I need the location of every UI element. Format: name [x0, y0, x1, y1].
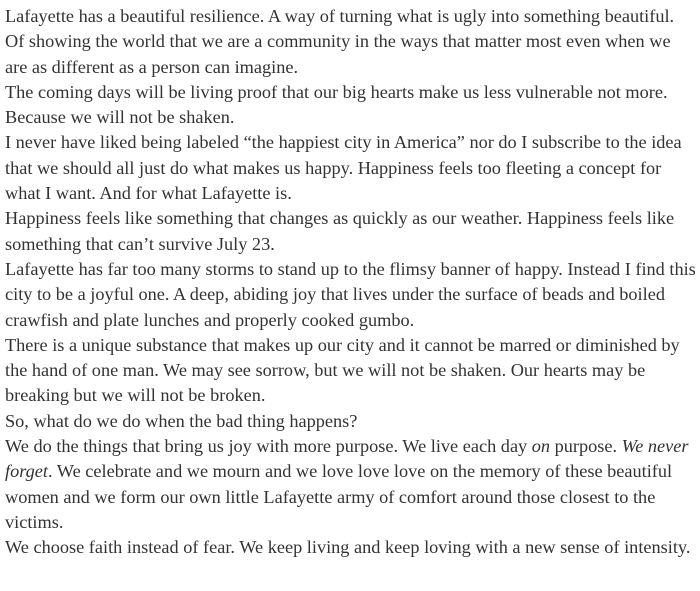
purpose-text-2: purpose.	[550, 436, 622, 457]
paragraph-bad-thing-question: So, what do we do when the bad thing happens?	[5, 410, 358, 431]
purpose-emphasis-on: on	[531, 436, 551, 457]
paragraph-resilience: Lafayette has a beautiful resilience. A way of turning what is ugly into something beautiful. Of showing the world that we are a community in the ways that matter most even when we are as different as a person can imagine.	[5, 6, 675, 77]
paragraph-purpose	[5, 434, 696, 535]
paragraph-happiest-city: I never have liked being labeled “the happiest city in America” nor do I subscribe to the idea that we should all just do what makes us happy. Happiness feels too fleeting a concept for what I want. And for what Lafayette is.	[5, 132, 682, 204]
paragraph-joyful-city: Lafayette has far too many storms to stand up to the flimsy banner of happy. Instead I find this city to be a joyful one. A deep, abiding joy that lives under the surface of beads and boiled crawfish and plate lunches and properly cooked gumbo.	[5, 258, 696, 330]
paragraph-faith: We choose faith instead of fear. We keep living and keep loving with a new sense of intensity.	[5, 537, 691, 558]
purpose-emphasis-never-forget: We never forget	[5, 436, 689, 482]
paragraph-unique-substance: There is a unique substance that makes up our city and it cannot be marred or diminished by the hand of one man. We may see sorrow, but we will not be shaken. Our hearts may be breaking but we will not be broken.	[5, 334, 680, 406]
paragraph-weather: Happiness feels like something that changes as quickly as our weather. Happiness feels like something that can’t survive July 23.	[5, 208, 675, 254]
paragraph-big-hearts: The coming days will be living proof that our big hearts make us less vulnerable not more.	[5, 81, 668, 102]
purpose-text-3: . We celebrate and we mourn and we love love love on the memory of these beautiful women and we form our own little Lafayette army of comfort around those closest to the victims.	[5, 461, 673, 532]
purpose-text-1: We do the things that bring us joy with more purpose. We live each day	[5, 436, 532, 457]
paragraph-not-shaken: Because we will not be shaken.	[5, 107, 235, 128]
